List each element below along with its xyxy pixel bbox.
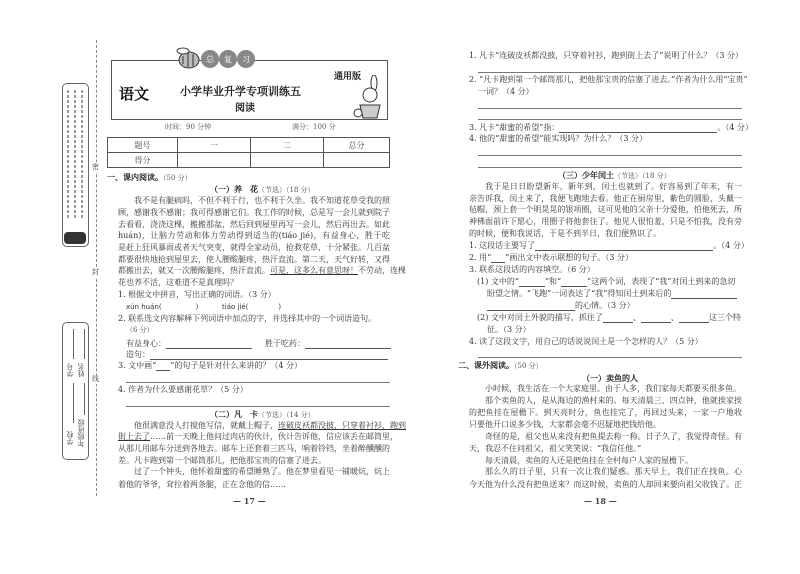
answer-blank[interactable] bbox=[150, 351, 388, 360]
passage-line: 每天清晨，卖鱼的人还是把鱼挂在全村每户人家的屋檐下。 bbox=[485, 456, 693, 465]
question-2-cont: 一词？（4 分） bbox=[478, 87, 534, 96]
passage-title: （一）卖鱼的人 bbox=[582, 373, 638, 383]
logo-char: 习 bbox=[242, 55, 250, 64]
answer-blank[interactable] bbox=[559, 124, 717, 133]
grade-class-field[interactable] bbox=[84, 383, 85, 415]
pinyin-answer-1: xún huán( ) bbox=[126, 303, 199, 311]
question-3: 3. 文中画“ ”的句子是针对什么来讲的？（4 分） bbox=[118, 361, 302, 370]
answer-blank[interactable] bbox=[166, 340, 252, 349]
passage-line: 的时候，便和我说话，于是不到半日，我们便熟识了。 bbox=[469, 229, 661, 238]
passage-line: 是赶上狂风暴雨或者天气突变，就得全家动员，抢救花草，十分紧张。几百盆 bbox=[118, 243, 390, 252]
passage-title: （一）养 花（节选）（18 分） bbox=[210, 184, 315, 194]
question-2-points: （6 分） bbox=[126, 326, 154, 334]
page-number: — 18 — bbox=[584, 496, 617, 506]
rabbit-mascot-icon bbox=[352, 75, 386, 119]
booklet-title: 小学毕业升学专项训练五 bbox=[180, 85, 301, 98]
question-3: 3. 联系这段话的内容填空。（6 分） bbox=[469, 265, 595, 274]
question-2: 2. 联系选文内容解释下列词语中加点的字，并选择其中的一个词语造句。 bbox=[118, 314, 377, 323]
word-explain-1: 有益身心： bbox=[126, 339, 252, 349]
passage-line: 他很满意没人打搅他写信，就戴上帽子，连破皮袄都没披，只穿着衬衫，跑到 bbox=[134, 421, 406, 430]
score-input[interactable] bbox=[178, 153, 251, 168]
answer-blank[interactable] bbox=[561, 278, 587, 287]
question-3-2: (2) 文中对闰土外貌的描写，抓住了 、 、 这三个特 bbox=[477, 313, 741, 322]
passage-line: 过了一个钟头，他怀着甜蜜的希望睡熟了。他在梦里看见一铺暖炕，炕上 bbox=[134, 467, 390, 476]
answer-line[interactable] bbox=[126, 382, 390, 383]
word-explain-2: 胜于吃药： bbox=[265, 339, 391, 349]
passage-line: 今天他为什么没有把鱼送来？而这时候，卖鱼的人却回来要向祖父收钱了。正 bbox=[469, 480, 742, 489]
answer-blank[interactable] bbox=[305, 340, 391, 349]
question-3-1-cont: 盼望之情。“飞跑”一词表达了“我”得知闰土到来后的 bbox=[487, 289, 737, 299]
school-label: 学校 bbox=[66, 431, 74, 445]
score-input[interactable] bbox=[251, 153, 324, 168]
student-no-label: 学号 bbox=[66, 363, 74, 377]
answer-blank[interactable] bbox=[535, 242, 713, 251]
cut-label-mi: 密 bbox=[92, 163, 99, 171]
answer-line[interactable] bbox=[478, 155, 742, 156]
answer-blank[interactable] bbox=[679, 314, 709, 323]
question-2: 2. 用“ ”画出文中表示联想的句子。（3 分） bbox=[469, 253, 633, 262]
passage-line: 顾，感谢我不感谢；我可得感谢它们。我工作的时候，总是写一会儿就到院子 bbox=[118, 208, 390, 217]
name-field[interactable] bbox=[84, 329, 85, 359]
passage-line: 从那儿用邮车分送到各地去。邮车上还套着三匹马，响着铃铛，坐着醉醺醺的 bbox=[118, 444, 390, 453]
passage-line: 那么久的日子里，只有一次让我们疑惑。那天早上，我们正在找鱼。心 bbox=[485, 467, 742, 476]
passage-title: （三）少年闰土（节选）（18 分） bbox=[558, 170, 671, 180]
table-cell: 得分 bbox=[108, 153, 178, 168]
answer-line[interactable] bbox=[478, 357, 742, 358]
score-table bbox=[107, 137, 390, 168]
passage-line: 都搬出去，就又一次腰酸腿疼，热汗直流。可是，这多么有意思呀！不劳动，连棵 bbox=[118, 266, 406, 275]
section-heading: 二、课外阅读。（50 分） bbox=[458, 360, 543, 370]
answer-line[interactable] bbox=[478, 167, 742, 168]
answer-blank[interactable] bbox=[487, 302, 575, 311]
question-4: 4. 读了这段文字，用自己的话说说闰土是一个怎样的人？（5 分） bbox=[469, 337, 703, 346]
passage-line: 那个卖鱼的人，是从海边的渔村来的。每天清晨三、四点钟，他就挨家挨 bbox=[485, 396, 742, 405]
question-4: 4. 作者为什么要感谢花草？（5 分） bbox=[118, 385, 248, 394]
answer-blank[interactable] bbox=[603, 314, 633, 323]
passage-line: 的把鱼挂在屋檐下。到天亮时分，鱼也挂完了，再回过头来，一家一户地收 bbox=[469, 408, 742, 417]
passage-line: 去看看，浇浇这棵，搬搬那盆，然后回到屋里再写一会儿，然后再出去。如此 bbox=[118, 220, 390, 229]
passage-line: 我不是有腿病吗，不但不利于行，也不利于久坐。我不知道花草受我的照 bbox=[134, 196, 390, 205]
question-4: 4. 他的“甜蜜的希望”能实现吗？为什么？（3 分） bbox=[469, 134, 647, 143]
table-row bbox=[108, 153, 390, 168]
table-cell: 一 bbox=[178, 138, 251, 153]
notice-box bbox=[62, 83, 89, 247]
logo-char: 总 bbox=[206, 55, 214, 64]
cut-label-feng: 封 bbox=[92, 268, 99, 276]
student-info-box bbox=[62, 322, 89, 460]
section-heading: 一、课内阅读。（50 分） bbox=[107, 172, 192, 182]
passage-line: 神佛面前许下愿心，用圈子将他套住了。他见人很怕羞，只是不怕我，没有旁 bbox=[469, 217, 742, 226]
question-1: 1. 凡卡“连破皮袄都没披，只穿着衬衫，跑到街上去了”说明了什么？（3 分） bbox=[469, 51, 743, 60]
passage-line: 都要很快地抢到屋里去，使人腰酸腿疼，热汗直流。第二天，天气好转，又得 bbox=[118, 255, 390, 264]
passage-line: 我于是日日盼望新年，新年到，闰土也就到了。好容易到了年末，有一 bbox=[485, 182, 742, 191]
question-2: 2. “凡卡跑到第一个邮筒那儿，把他那宝贵的信塞了进去。”作者为什么用“宝贵” bbox=[469, 75, 748, 84]
edition-label: 通用版 bbox=[334, 72, 362, 82]
question-3-2-cont: 征。（3 分） bbox=[487, 325, 531, 334]
answer-blank[interactable] bbox=[641, 314, 671, 323]
question-3-1: (1) 文中的“ ”和“ ”这两个词，表现了“我”对闰土到来的急切 bbox=[477, 277, 736, 286]
exam-time: 时间：90 分钟 bbox=[165, 123, 212, 131]
passage-line: 花也养不活，这难道不是真理吗？ bbox=[118, 278, 238, 287]
passage-title: （二）凡 卡（节选）（14 分） bbox=[210, 409, 315, 419]
underlined-sentence: 可是，这多么有意思呀！ bbox=[270, 266, 358, 275]
answer-blank[interactable] bbox=[671, 290, 737, 299]
booklet-subtitle: 阅读 bbox=[235, 103, 255, 114]
logo-char: 复 bbox=[224, 55, 232, 64]
page-number: — 17 — bbox=[233, 496, 266, 506]
passage-line: 天，我忍不住问祖父，祖父笑笑说：“我信任他。” bbox=[469, 444, 642, 453]
pinyin-answer-2: tiáo jié( ) bbox=[222, 303, 282, 311]
passage-line: 差。凡卡跑到第一个邮筒那儿，把他那宝贵的信塞了进去。 bbox=[118, 456, 326, 465]
name-label: 姓名 bbox=[77, 363, 85, 377]
score-input[interactable] bbox=[324, 153, 390, 168]
passage-line: 奇怪的是，祖父也从来没有把鱼提去称一称。日子久了，我觉得奇怪。有 bbox=[485, 432, 742, 441]
passage-line: 亲告诉我，闰土来了，我便飞跑地去看。他正在厨房里，紫色的圆脸，头戴一 bbox=[469, 194, 742, 203]
cut-label-xian: 线 bbox=[92, 375, 99, 383]
table-row bbox=[108, 138, 390, 153]
passage-line: 街上去了……前一天晚上他问过肉店的伙计，伙计告诉他，信应该丢在邮筒里， bbox=[118, 432, 398, 441]
passage-line: 只要他开口说多少钱，大家都会毫不迟疑地把钱给他。 bbox=[469, 420, 661, 429]
table-cell: 题号 bbox=[108, 138, 178, 153]
answer-line[interactable] bbox=[478, 72, 742, 73]
passage-line: 小时候，我生活在一个大家庭里。由于人多，我们家每天都要买很多鱼。 bbox=[485, 384, 741, 393]
bee-logo-icon bbox=[175, 46, 265, 72]
grade-class-label: 年级班级 bbox=[77, 419, 85, 447]
subject-label: 语文 bbox=[119, 85, 150, 103]
question-3: 3. 凡卡“甜蜜的希望”指： 。（4 分） bbox=[469, 123, 753, 132]
answer-line[interactable] bbox=[478, 108, 742, 109]
answer-line[interactable] bbox=[126, 406, 390, 407]
passage-line: 毡帽，颈上套一个明晃晃的银项圈，这可见他的父亲十分爱他，怕他死去，所 bbox=[469, 205, 742, 214]
passage-line: 着他的爷爷，耷拉着两条腿，正在念他的信…… bbox=[118, 480, 286, 489]
exam-full-score: 满分：100 分 bbox=[292, 123, 336, 131]
passage-line: huán)，让脑力劳动和体力劳动得到适当的(tiáo jié)，有益身心，胜于吃 bbox=[118, 231, 390, 240]
answer-blank[interactable] bbox=[519, 278, 545, 287]
question-3-1-cont: 的心情。（3 分） bbox=[487, 301, 635, 311]
question-1: 1. 这段话主要写了 。（4 分） bbox=[469, 241, 749, 250]
question-1: 1. 根据文中拼音，写出正确的词语。（3 分） bbox=[118, 290, 276, 299]
sentence-making: 造句： bbox=[126, 350, 388, 360]
school-field[interactable] bbox=[73, 383, 74, 423]
student-no-field[interactable] bbox=[73, 329, 74, 359]
answer-line[interactable] bbox=[478, 119, 742, 120]
table-cell: 二 bbox=[251, 138, 324, 153]
table-cell: 总分 bbox=[324, 138, 390, 153]
